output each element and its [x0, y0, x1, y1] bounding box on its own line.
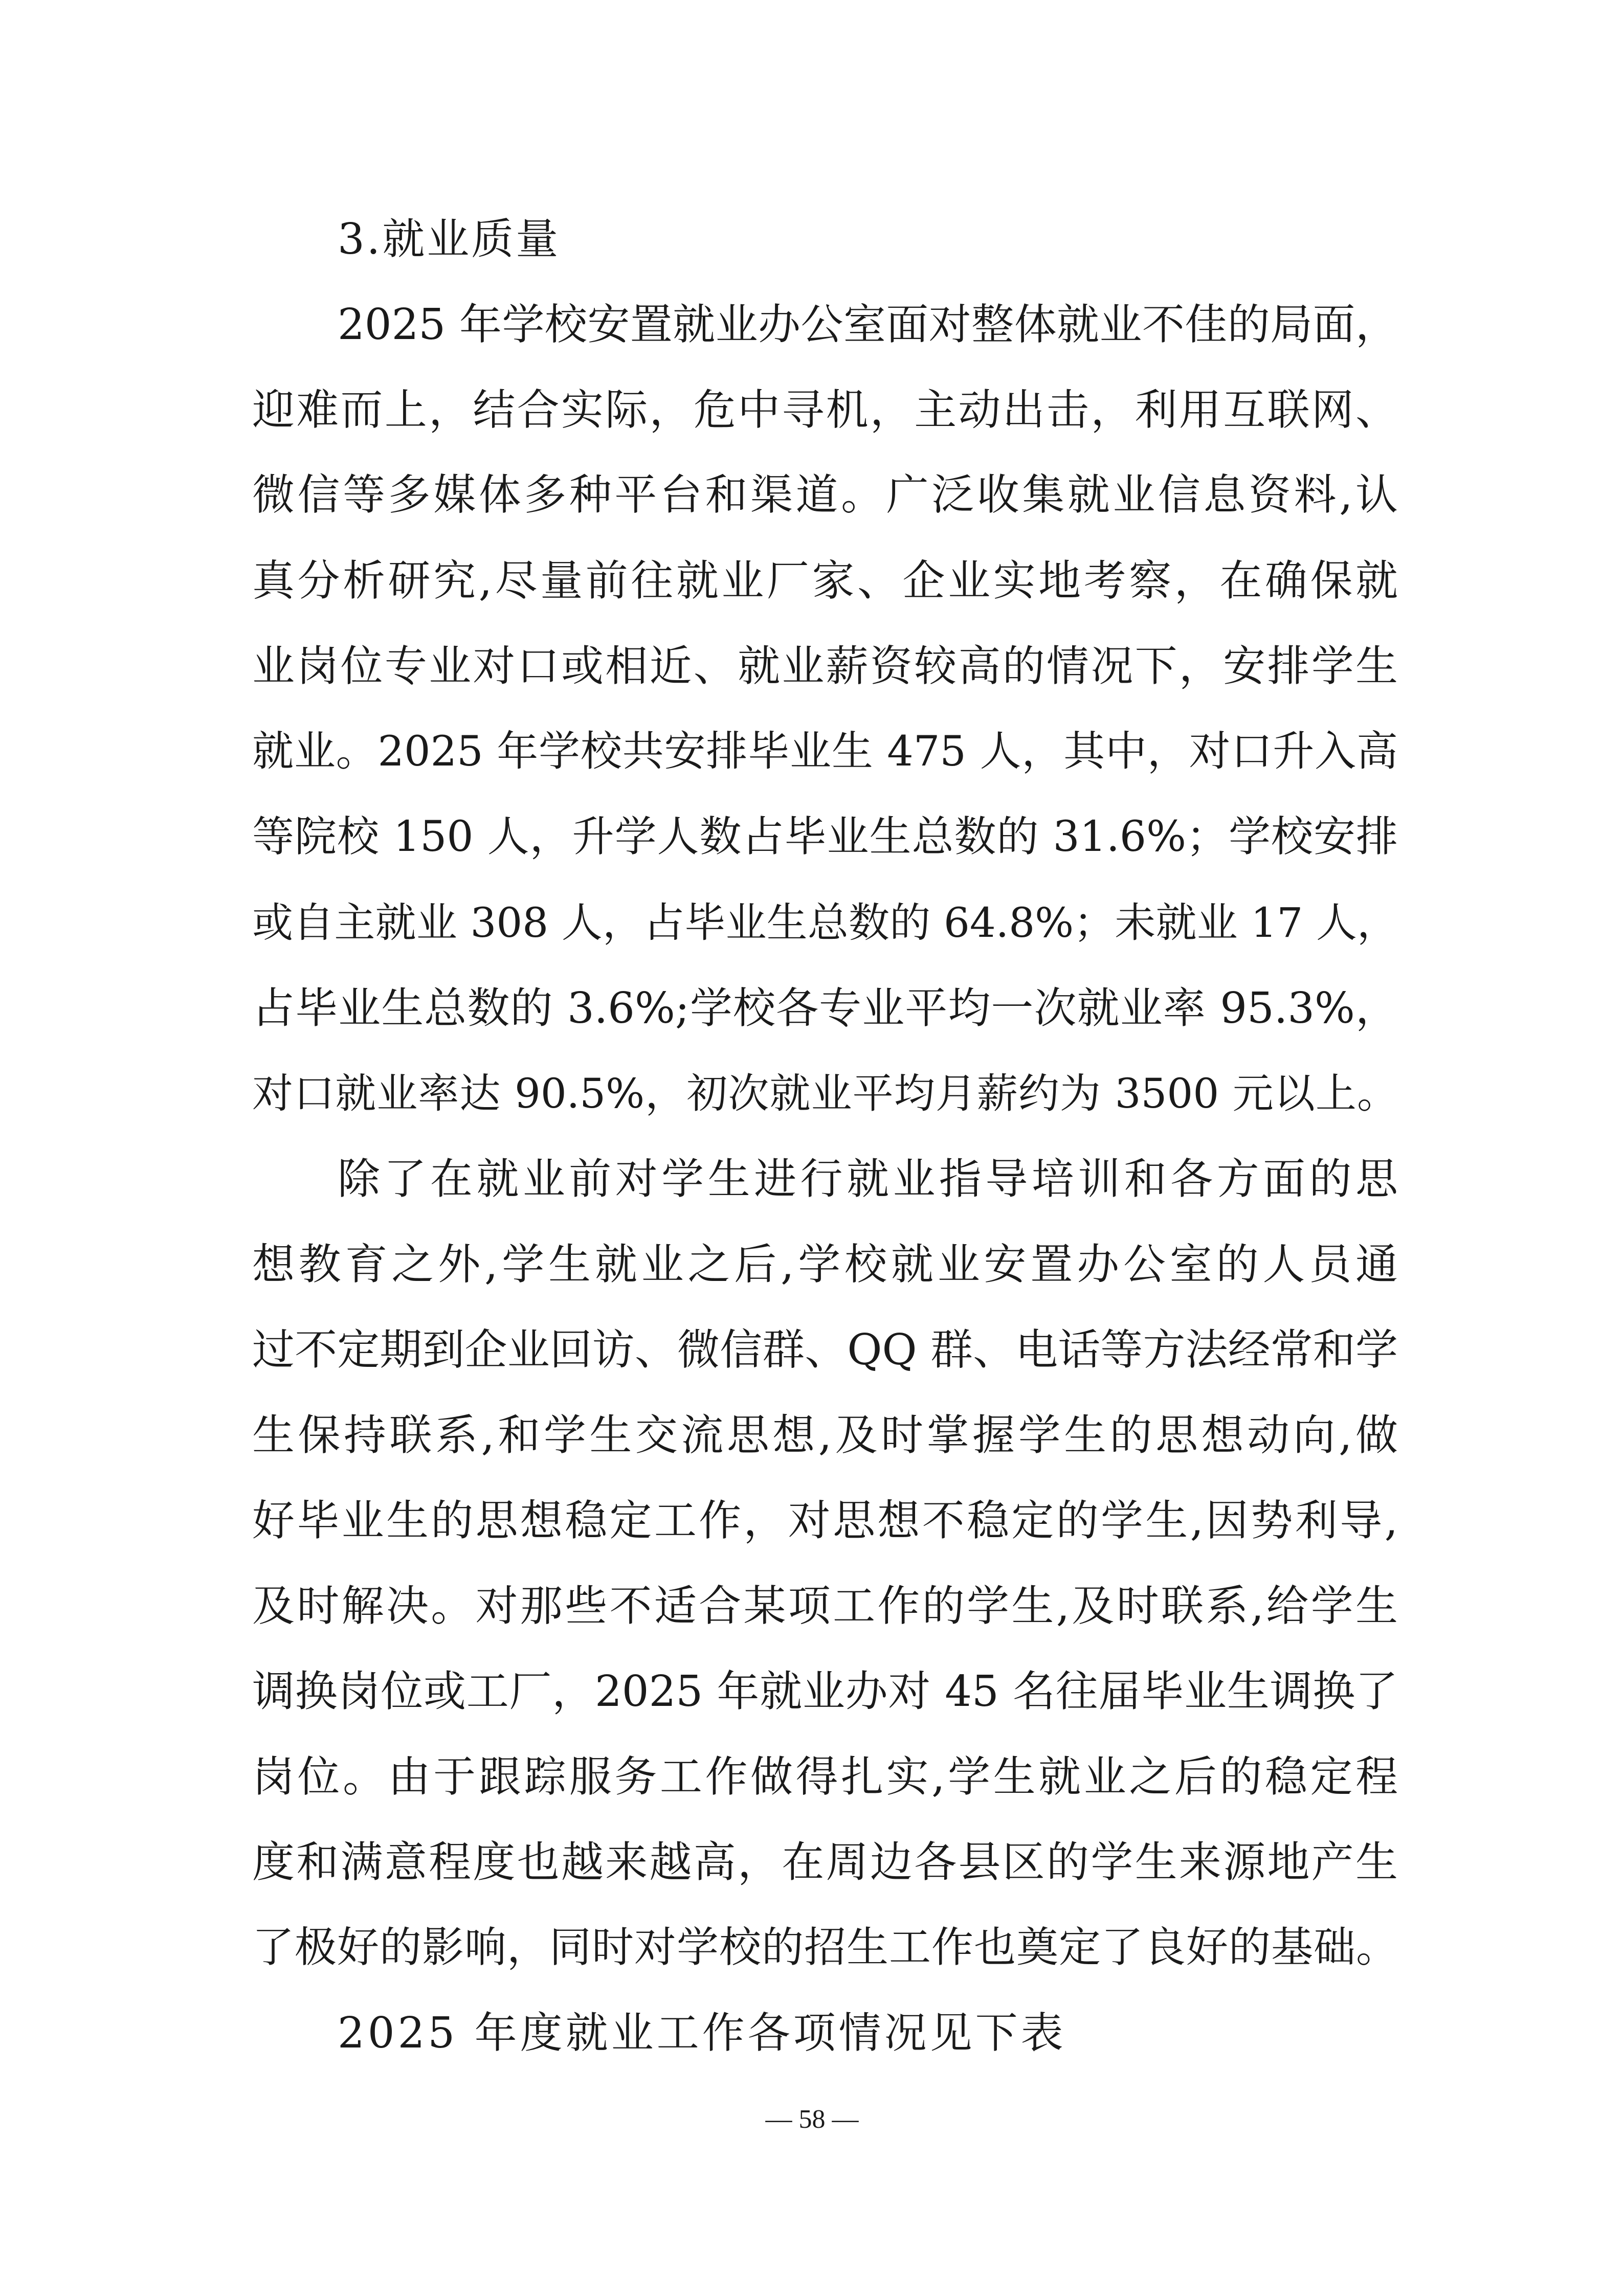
- section-heading: 3.就业质量: [338, 214, 561, 264]
- paragraph-3-line-1: 2025 年度就业工作各项情况见下表: [338, 2008, 1066, 2058]
- paragraph-2-line-6: 及时解决。对那些不适合某项工作的学生,及时联系,给学生: [252, 1581, 1398, 1631]
- paragraph-1-line-5: 业岗位专业对口或相近、就业薪资较高的情况下，安排学生: [252, 641, 1398, 691]
- paragraph-1-line-4: 真分析研究,尽量前往就业厂家、企业实地考察，在确保就: [252, 556, 1398, 605]
- paragraph-2-line-7: 调换岗位或工厂，2025 年就业办对 45 名往届毕业生调换了: [252, 1667, 1398, 1716]
- paragraph-2-line-2: 想教育之外,学生就业之后,学校就业安置办公室的人员通: [252, 1240, 1398, 1289]
- page-number: — 58 —: [765, 2105, 859, 2134]
- paragraph-1-line-8: 或自主就业 308 人，占毕业生总数的 64.8%；未就业 17 人，: [252, 899, 1398, 947]
- paragraph-1-line-7: 等院校 150 人，升学人数占毕业生总数的 31.6%；学校安排: [252, 813, 1398, 861]
- paragraph-1-line-1: 2025 年学校安置就业办公室面对整体就业不佳的局面，: [338, 300, 1398, 349]
- paragraph-1-line-9: 占毕业生总数的 3.6%;学校各专业平均一次就业率 95.3%，: [252, 983, 1398, 1033]
- paragraph-2-line-3: 过不定期到企业回访、微信群、QQ 群、电话等方法经常和学: [252, 1325, 1398, 1375]
- paragraph-2-line-4: 生保持联系,和学生交流思想,及时掌握学生的思想动向,做: [252, 1410, 1398, 1460]
- paragraph-2-line-8: 岗位。由于跟踪服务工作做得扎实,学生就业之后的稳定程: [252, 1752, 1398, 1802]
- paragraph-2-line-9: 度和满意程度也越来越高，在周边各县区的学生来源地产生: [252, 1837, 1398, 1887]
- paragraph-1-line-10: 对口就业率达 90.5%，初次就业平均月薪约为 3500 元以上。: [252, 1070, 1398, 1117]
- paragraph-2-line-1: 除了在就业前对学生进行就业指导培训和各方面的思: [338, 1154, 1398, 1204]
- paragraph-2-line-5: 好毕业生的思想稳定工作，对思想不稳定的学生,因势利导,: [252, 1496, 1398, 1545]
- paragraph-1-line-2: 迎难而上，结合实际，危中寻机，主动出击，利用互联网、: [252, 385, 1398, 435]
- paragraph-1-line-3: 微信等多媒体多种平台和渠道。广泛收集就业信息资料,认: [252, 470, 1398, 520]
- paragraph-1-line-6: 就业。2025 年学校共安排毕业生 475 人，其中，对口升入高: [252, 728, 1398, 776]
- paragraph-2-line-10: 了极好的影响，同时对学校的招生工作也奠定了良好的基础。: [252, 1923, 1398, 1972]
